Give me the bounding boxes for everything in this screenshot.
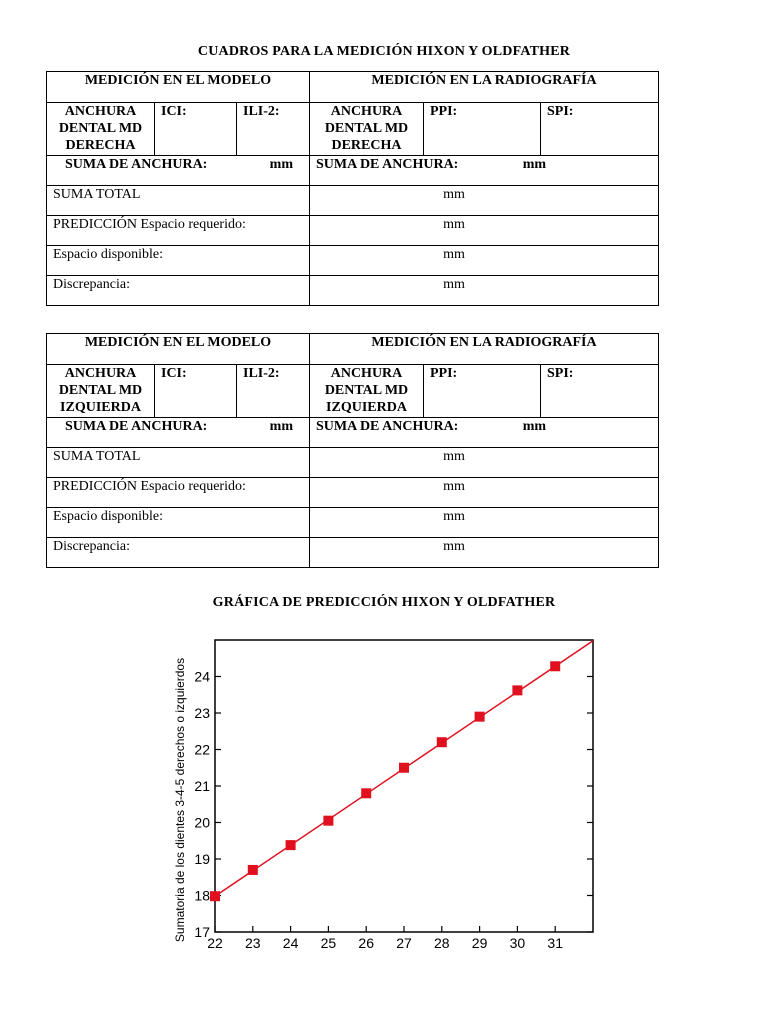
table-right-side <box>46 71 659 306</box>
ppi-field[interactable]: PPI: <box>424 103 541 156</box>
x-tick-label-0: 22 <box>207 935 223 951</box>
chart-title: GRÁFICA DE PREDICCIÓN HIXON Y OLDFATHER <box>212 595 556 610</box>
x-tick-label-6: 28 <box>434 935 450 951</box>
document-title: CUADROS PARA LA MEDICIÓN HIXON Y OLDFATHER <box>197 44 571 59</box>
x-tick-label-3: 25 <box>320 935 337 951</box>
x-tick-label-1: 23 <box>245 935 261 951</box>
y-tick-label-4: 21 <box>194 778 210 794</box>
discrepancy-label: Discrepancia: <box>47 538 310 568</box>
x-tick-label-8: 30 <box>509 935 526 951</box>
data-point-3 <box>323 816 333 826</box>
prediction-value[interactable]: mm <box>310 478 659 508</box>
data-point-8 <box>512 685 522 695</box>
data-point-2 <box>286 840 296 850</box>
available-space-value[interactable]: mm <box>310 246 659 276</box>
data-point-7 <box>475 712 485 722</box>
total-sum-label: SUMA TOTAL <box>47 186 310 216</box>
ppi-field[interactable]: PPI: <box>424 365 541 418</box>
y-tick-label-5: 22 <box>194 741 210 758</box>
x-tick-label-9: 31 <box>547 935 563 951</box>
total-sum-value[interactable]: mm <box>310 186 659 216</box>
prediction-chart <box>160 630 610 960</box>
model-width-sum[interactable]: SUMA DE ANCHURA: mm <box>47 418 310 448</box>
y-tick-label-3: 20 <box>194 814 210 831</box>
header-radiography: MEDICIÓN EN LA RADIOGRAFÍA <box>310 72 659 103</box>
data-point-1 <box>248 865 258 875</box>
available-space-label: Espacio disponible: <box>47 508 310 538</box>
y-tick-label-0: 17 <box>194 924 210 940</box>
ici-field[interactable]: ICI: <box>155 103 237 156</box>
ici-field[interactable]: ICI: <box>155 365 237 418</box>
data-point-9 <box>550 661 560 671</box>
x-tick-label-4: 26 <box>358 935 374 951</box>
header-radiography: MEDICIÓN EN LA RADIOGRAFÍA <box>310 334 659 365</box>
model-width-label: ANCHURA DENTAL MD IZQUIERDA <box>47 365 155 418</box>
header-model: MEDICIÓN EN EL MODELO <box>47 72 310 103</box>
discrepancy-label: Discrepancia: <box>47 276 310 306</box>
discrepancy-value[interactable]: mm <box>310 276 659 306</box>
prediction-label: PREDICCIÓN Espacio requerido: <box>47 478 310 508</box>
data-point-6 <box>437 737 447 747</box>
plot-frame <box>215 640 593 932</box>
y-tick-label-1: 18 <box>194 887 210 904</box>
model-width-sum[interactable]: SUMA DE ANCHURA: mm <box>47 156 310 186</box>
total-sum-label: SUMA TOTAL <box>47 448 310 478</box>
ili2-field[interactable]: ILI-2: <box>237 365 310 418</box>
total-sum-value[interactable]: mm <box>310 448 659 478</box>
prediction-value[interactable]: mm <box>310 216 659 246</box>
spi-field[interactable]: SPI: <box>541 103 659 156</box>
radiography-width-sum[interactable]: SUMA DE ANCHURA: mm <box>310 418 659 448</box>
x-tick-label-5: 27 <box>396 935 412 951</box>
model-width-label: ANCHURA DENTAL MD DERECHA <box>47 103 155 156</box>
x-tick-label-7: 29 <box>471 935 488 951</box>
y-axis-label: Sumatoria de los dientes 3-4-5 derechos o izquierdos <box>173 657 187 943</box>
prediction-label: PREDICCIÓN Espacio requerido: <box>47 216 310 246</box>
data-point-4 <box>361 788 371 798</box>
ili2-field[interactable]: ILI-2: <box>237 103 310 156</box>
header-model: MEDICIÓN EN EL MODELO <box>47 334 310 365</box>
y-tick-label-6: 23 <box>194 705 210 721</box>
y-tick-label-2: 19 <box>194 851 210 867</box>
available-space-value[interactable]: mm <box>310 508 659 538</box>
radiography-width-sum[interactable]: SUMA DE ANCHURA: mm <box>310 156 659 186</box>
y-tick-label-7: 24 <box>194 668 210 685</box>
spi-field[interactable]: SPI: <box>541 365 659 418</box>
table-left-side <box>46 333 659 568</box>
data-point-0 <box>210 891 220 901</box>
x-tick-label-2: 24 <box>282 935 299 951</box>
radiography-width-label: ANCHURA DENTAL MD IZQUIERDA <box>310 365 424 418</box>
discrepancy-value[interactable]: mm <box>310 538 659 568</box>
available-space-label: Espacio disponible: <box>47 246 310 276</box>
radiography-width-label: ANCHURA DENTAL MD DERECHA <box>310 103 424 156</box>
data-point-5 <box>399 763 409 773</box>
